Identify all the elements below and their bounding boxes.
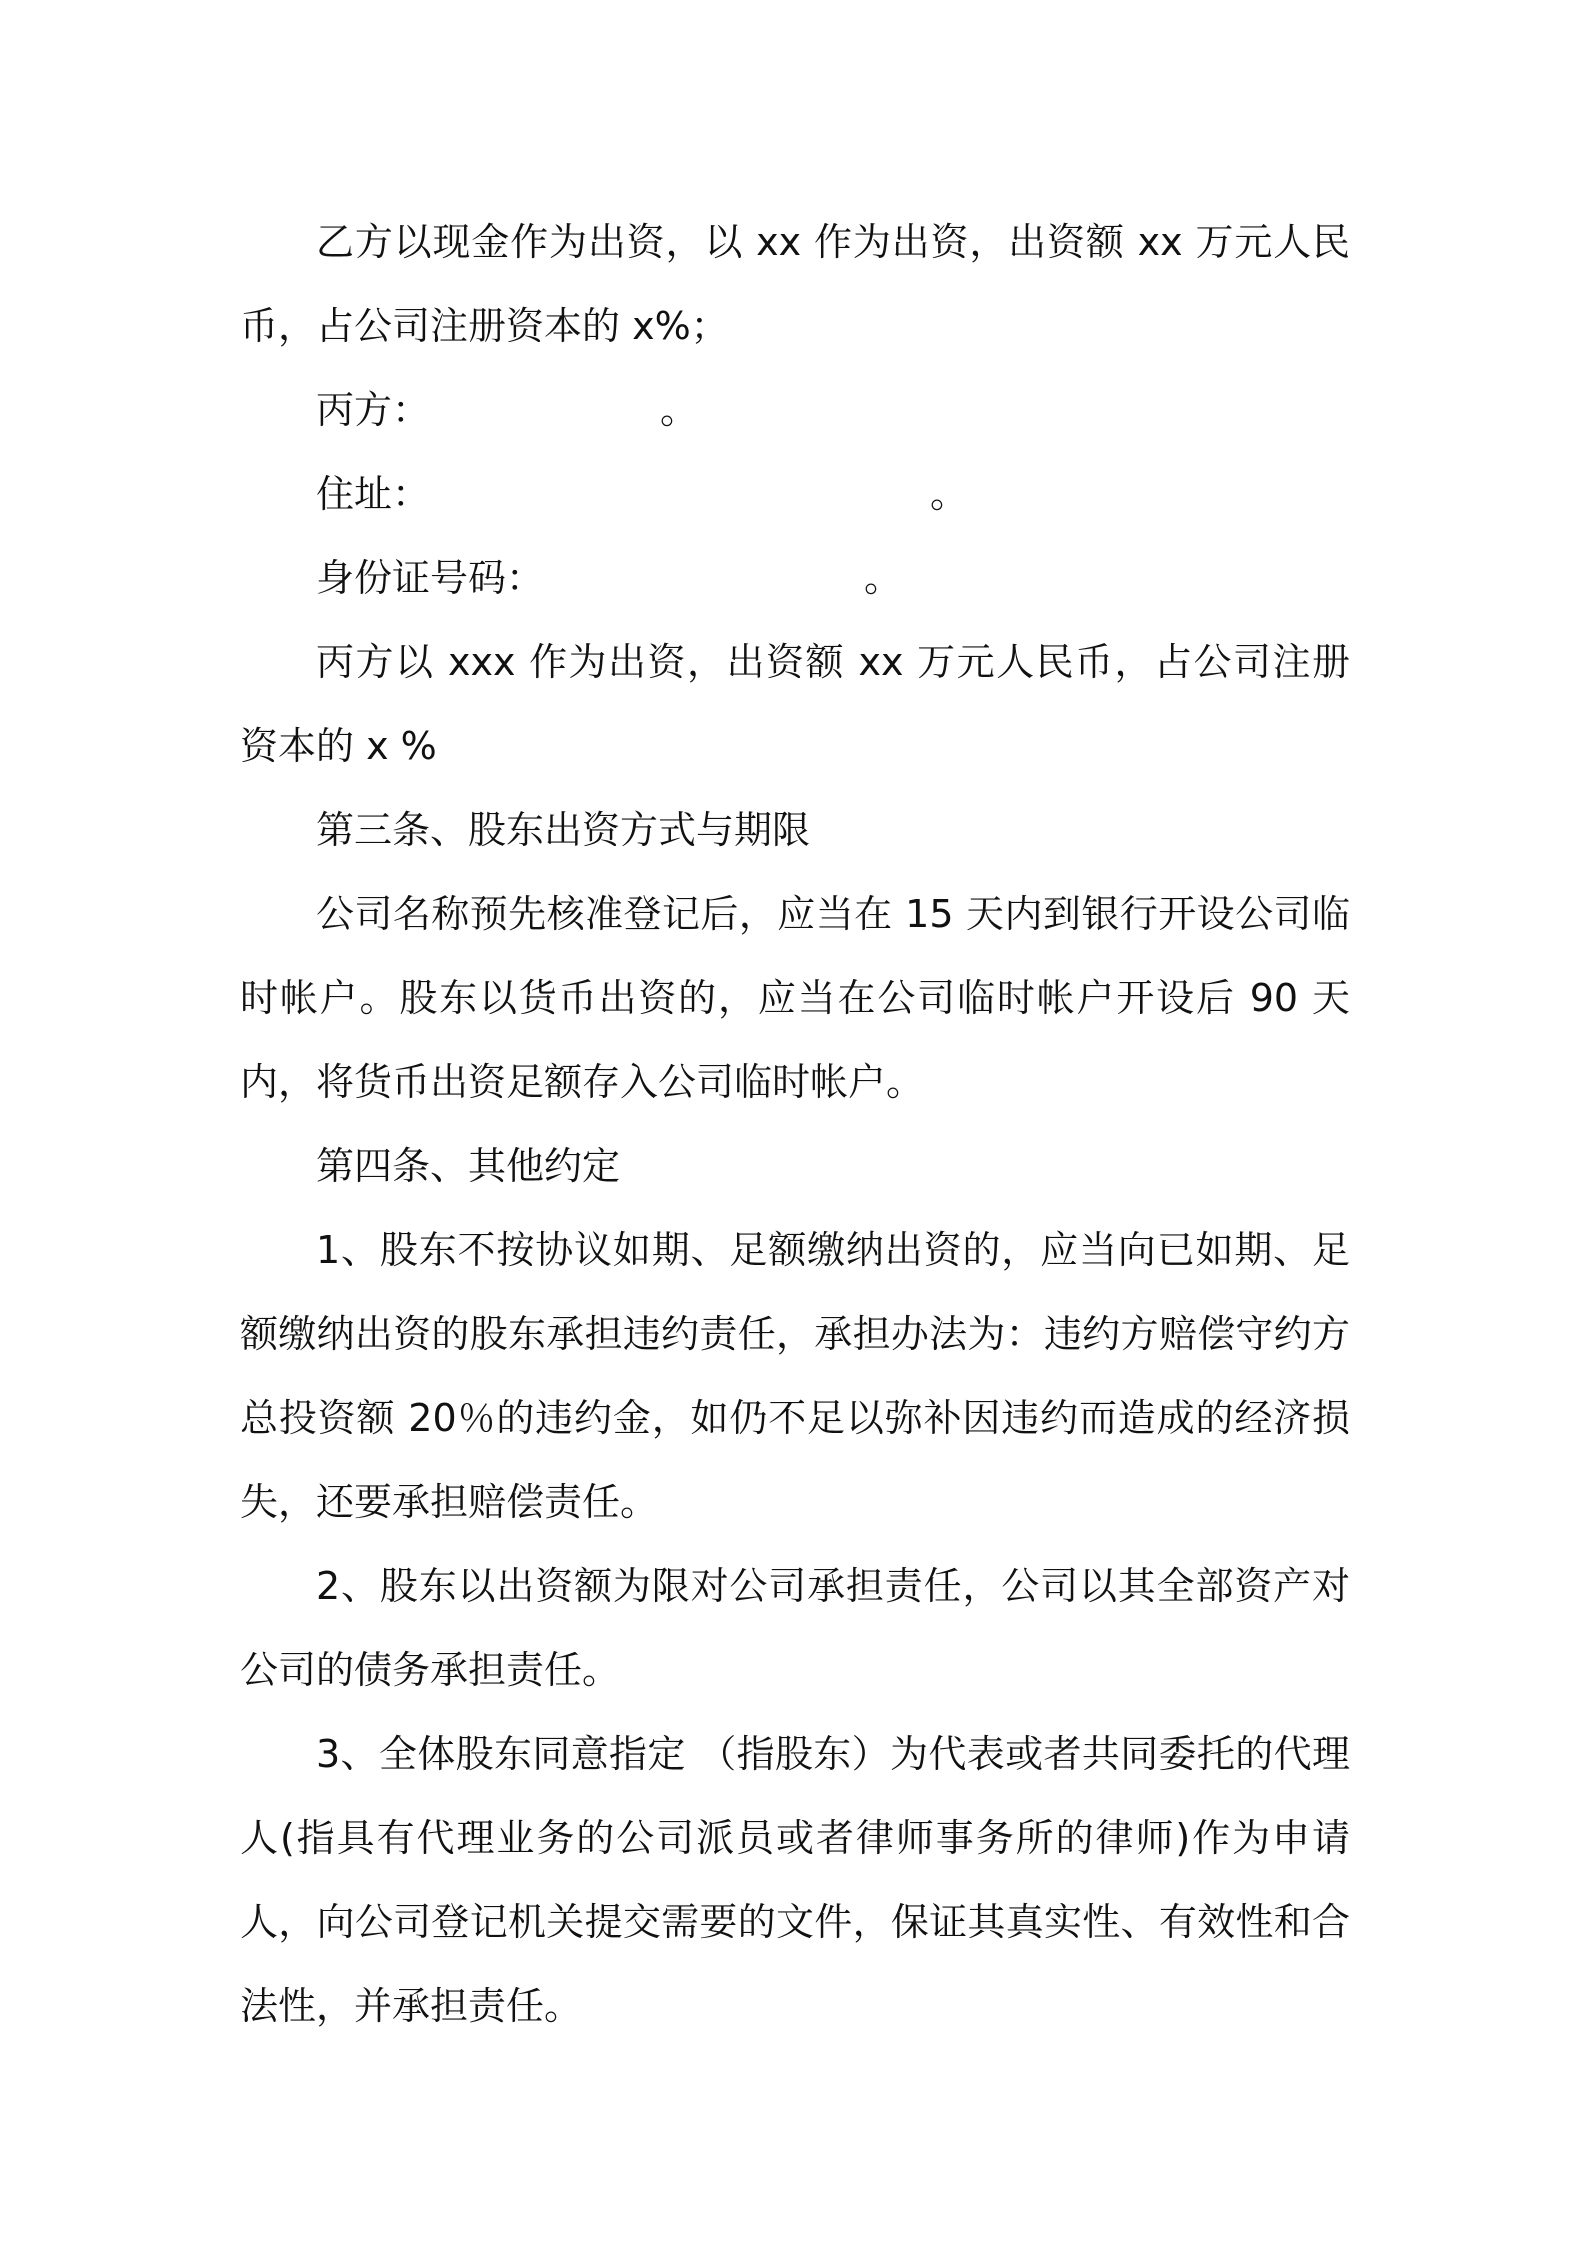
field-address-end: 。 [930, 472, 969, 516]
paragraph-party-c-contribution: 丙方以 xxx 作为出资，出资额 xx 万元人民币，占公司注册资本的 x % [240, 640, 1350, 768]
field-id-number-end: 。 [864, 556, 903, 600]
article-4-title: 第四条、其他约定 [316, 1144, 621, 1188]
field-party-c [240, 368, 1350, 452]
field-id-number-label: 身份证号码： [316, 556, 545, 600]
field-party-c-end: 。 [660, 388, 699, 432]
article-3-title: 第三条、股东出资方式与期限 [316, 808, 811, 852]
document-body [240, 200, 1350, 2048]
article-4-item-3: 3、全体股东同意指定 （指股东）为代表或者共同委托的代理人(指具有代理业务的公司派员或者律师事务所的律师)作为申请人，向公司登记机关提交需要的文件，保证其真实性、有效性和合法性，并承担责任。 [240, 1732, 1350, 2028]
field-id-number [240, 536, 1350, 620]
article-4-item-2: 2、股东以出资额为限对公司承担责任，公司以其全部资产对公司的债务承担责任。 [240, 1564, 1350, 1692]
article-4-item-1: 1、股东不按协议如期、足额缴纳出资的，应当向已如期、足额缴纳出资的股东承担违约责任，承担办法为：违约方赔偿守约方总投资额 20％的违约金，如仍不足以弥补因违约而造成的经济损失，还要承担赔偿责任。 [240, 1228, 1350, 1524]
field-party-c-label: 丙方： [316, 388, 431, 432]
field-address [240, 452, 1350, 536]
field-address-label: 住址： [316, 472, 431, 516]
article-3-body: 公司名称预先核准登记后，应当在 15 天内到银行开设公司临时帐户。股东以货币出资的，应当在公司临时帐户开设后 90 天内，将货币出资足额存入公司临时帐户。 [240, 892, 1350, 1104]
paragraph-party-b-contribution: 乙方以现金作为出资，以 xx 作为出资，出资额 xx 万元人民币，占公司注册资本的 x%； [240, 220, 1350, 348]
